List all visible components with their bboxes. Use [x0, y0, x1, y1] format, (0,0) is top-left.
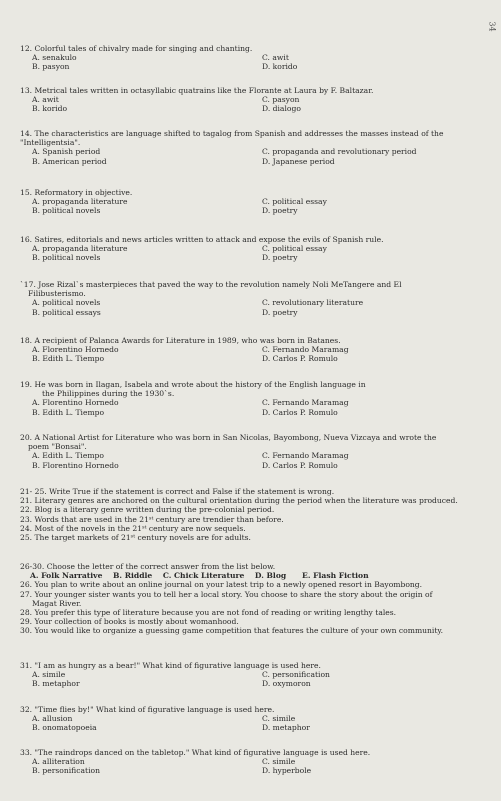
option-a: A. Edith L. Tiempo: [32, 451, 104, 461]
true-false-section: [20, 487, 490, 542]
item-26: 26. You plan to write about an online journal on your latest trip to a newly opened resort in Bayombong.: [20, 580, 423, 590]
statement-22: 22. Blog is a literary genre written during the pre-colonial period.: [20, 505, 275, 515]
option-d: D. Japanese period: [262, 156, 335, 166]
option-a: A. alliteration: [32, 757, 85, 767]
statement-25: 25. The target markets of 21ˢᵗ century novels are for adults.: [20, 533, 251, 543]
question-18: [20, 336, 490, 364]
question-stem-cont: Filibusterismo.: [28, 289, 86, 299]
question-stem: 19. He was born in Ilagan, Isabela and wrote about the history of the English language in: [20, 380, 366, 389]
question-17: [20, 280, 490, 317]
option-d: D. Carlos P. Romulo: [262, 460, 338, 470]
option-c: C. Fernando Maramag: [262, 398, 349, 408]
option-a: A. propaganda literature: [32, 244, 128, 254]
item-29: 29. Your collection of books is mostly about womanhood.: [20, 617, 239, 627]
question-16: [20, 235, 490, 263]
question-15: [20, 188, 490, 216]
question-stem: `17. Jose Rizal`s masterpieces that paved the way to the revolution namely Noli MeTangere and El: [20, 280, 402, 289]
option-b: B. onomatopoeia: [32, 723, 97, 733]
question-stem: 15. Reformatory in objective.: [20, 188, 133, 197]
question-stem: 20. A National Artist for Literature who was born in San Nicolas, Bayombong, Nueva Vizcaya and wrote the: [20, 433, 437, 442]
option-a: A. propaganda literature: [32, 197, 128, 207]
option-c: C. political essay: [262, 244, 327, 254]
item-28: 28. You prefer this type of literature because you are not fond of reading or writing lengthy tales.: [20, 608, 397, 618]
question-stem: 16. Satires, editorials and news articles written to attack and expose the evils of Spanish rule.: [20, 235, 384, 244]
option-b: B. Edith L. Tiempo: [32, 407, 105, 417]
option-c: C. propaganda and revolutionary period: [262, 147, 417, 157]
option-b: B. political essays: [32, 307, 101, 317]
question-stem: 31. "I am as hungry as a bear!" What kind of figurative language is used here.: [20, 661, 321, 670]
option-c: C. Fernando Maramag: [262, 451, 349, 461]
option-d: D. dialogo: [262, 104, 301, 114]
question-stem-cont: "Intelligentsia".: [20, 138, 81, 148]
question-stem-cont: poem "Bonsai".: [28, 442, 87, 452]
option-a: A. senakulo: [32, 53, 77, 63]
question-stem-cont: the Philippines during the 1930`s.: [42, 389, 175, 399]
option-c: C. pasyon: [262, 95, 300, 105]
item-27: 27. Your younger sister wants you to tell her a local story. You choose to share the story about the origin of: [20, 589, 433, 599]
option-b: B. Edith L. Tiempo: [32, 354, 105, 364]
section-instructions: 26-30. Choose the letter of the correct answer from the list below.: [20, 562, 276, 571]
section-instructions: 21- 25. Write True if the statement is correct and False if the statement is wrong.: [20, 487, 335, 496]
option-c: C. personification: [262, 670, 330, 680]
statement-23: 23. Words that are used in the 21ˢᵗ century are trendier than before.: [20, 514, 284, 524]
option-c: C. simile: [262, 714, 296, 724]
statement-21: 21. Literary genres are anchored on the cultural orientation during the period when the literature was produced.: [20, 496, 458, 506]
question-19: [20, 380, 490, 417]
option-d: D. poetry: [262, 253, 298, 263]
option-a: A. Florentino Hornedo: [32, 398, 119, 408]
option-c: C. simile: [262, 757, 296, 767]
option-c: C. awit: [262, 53, 289, 63]
matching-section: [20, 562, 490, 636]
option-b: B. Florentino Hornedo: [32, 460, 119, 470]
option-a: A. Spanish period: [32, 147, 101, 157]
option-d: D. hyperbole: [262, 766, 312, 776]
option-a: A. allusion: [32, 714, 73, 724]
option-a: A. simile: [32, 670, 66, 680]
question-13: [20, 86, 490, 114]
option-b: B. metaphor: [32, 679, 80, 689]
option-d: D. korido: [262, 62, 298, 72]
question-14: [20, 129, 490, 166]
option-b: B. American period: [32, 156, 107, 166]
option-d: D. oxymoron: [262, 679, 311, 689]
question-stem: 33. "The raindrops danced on the tabletop." What kind of figurative language is used here.: [20, 748, 371, 757]
option-b: B. political novels: [32, 253, 101, 263]
option-a: A. Florentino Hornedo: [32, 345, 119, 355]
question-20: [20, 433, 490, 470]
option-b: B. personification: [32, 766, 100, 776]
option-c: C. Fernando Maramag: [262, 345, 349, 355]
question-stem: 13. Metrical tales written in octasyllabic quatrains like the Florante at Laura by F. Baltazar.: [20, 86, 374, 95]
option-d: D. Carlos P. Romulo: [262, 407, 338, 417]
option-c: C. political essay: [262, 197, 327, 207]
option-a: A. awit: [32, 95, 59, 105]
option-d: D. poetry: [262, 206, 298, 216]
option-d: D. Carlos P. Romulo: [262, 354, 338, 364]
item-30: 30. You would like to organize a guessing game competition that features the culture of your own community.: [20, 626, 444, 636]
question-33: [20, 748, 490, 776]
question-stem: 12. Colorful tales of chivalry made for singing and chanting.: [20, 44, 253, 53]
question-31: [20, 661, 490, 689]
statement-24: 24. Most of the novels in the 21ˢᵗ century are now sequels.: [20, 523, 246, 533]
question-stem: 32. "Time flies by!" What kind of figurative language is used here.: [20, 705, 275, 714]
option-c: C. revolutionary literature: [262, 298, 364, 308]
option-d: D. poetry: [262, 307, 298, 317]
option-b: B. political novels: [32, 206, 101, 216]
item-27-cont: Magat River.: [32, 598, 82, 608]
option-a: A. political novels: [32, 298, 101, 308]
choice-list: A. Folk Narrative B. Riddle C. Chick Literature D. Blog E. Flash Fiction: [30, 571, 369, 581]
option-b: B. pasyon: [32, 62, 70, 72]
question-stem: 14. The characteristics are language shifted to tagalog from Spanish and addresses the masses instead of the: [20, 129, 444, 138]
question-12: [20, 44, 490, 72]
option-d: D. metaphor: [262, 723, 310, 733]
option-b: B. korido: [32, 104, 68, 114]
question-32: [20, 705, 490, 733]
page-corner-mark: 34: [487, 21, 497, 32]
question-stem: 18. A recipient of Palanca Awards for Literature in 1989, who was born in Batanes.: [20, 336, 341, 345]
